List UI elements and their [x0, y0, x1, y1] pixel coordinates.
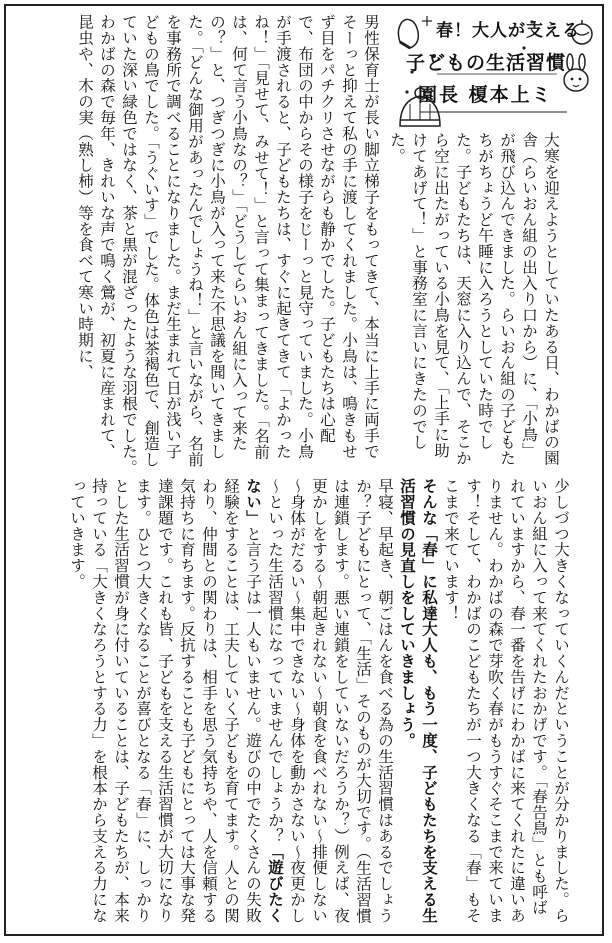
column-subtitle: 子どもの生活習慣 [406, 52, 567, 74]
bold-phrase: 「遊びたくない」 [244, 478, 285, 924]
paragraph [66, 478, 396, 928]
mitten-icon [398, 19, 418, 48]
paragraph: 大寒を迎えようとしていたある日、わかばの園舎（らいおん組の出入り口から）に、「小鳥」が飛び込んできました。らいおん組の子どもたちがちょうど午睡に入ろうとしていた時でした。子どもたちは、天窓に入り込んで、そこから空に出たがっている小鳥を見て、「上手に助けてあげて！」と事務室に言いにきたのでした。 [388, 132, 560, 466]
article-column-2 [28, 14, 382, 484]
bunny-icon [564, 54, 588, 91]
paragraph-text: と言う子は一人もいません。遊びの中でたくさんの失敗経験をすることは、工夫していく子どもを育てます。人との関わり、仲間との関わりは、相手を思う気持ちや、人を信頼する気持ちに育ちます。反抗することも子どもにとっては大事な発達課題です。これも皆、子どもを支える生活習慣が大切になります。ひとつ大きくなることが喜びとなる「春」に、しっかりとした生活習慣が身に付いていることは、子どもたちが、本来持っている「大きくなろうとする力」を根本から支える力になっていきます。 [68, 478, 262, 924]
column-title: 春！大人が支える [436, 21, 580, 41]
article-column-1 [384, 132, 562, 469]
paragraph: 男性保育士が長い脚立梯子をもってきて、本当に上手に両手でそーっと抑えて私の手に渡してくれました。小鳥は、鳴きもせず目をパチクリさせながらも静かでした。子どもたちは心配で、布団の中からその様子をじーっと見守っていました。小鳥が手渡されると、子どもたちは、すぐに起きてきて「よかったね！」「見せて、みせて！」と言って集まってきました。「名前は、何て言う小鳥なの？」「どうしてらいおん組に入って来たの？」と、つぎつぎに小鳥が入って来た不思議を聞いてきました。「どんな御用があったんでしょうね！」と言いながら、名前を事務所で調べることになりました。まだ生まれて日が浅い子どもの鳥でした。「うぐいす」でした。体色は茶褐色で、創造していた深い緑色ではなく、茶と黒が混ざったような羽根でした。 わかばの森で毎年、きれいな声で鳴く鶯が、初夏に産まれて、昆虫や、木の実（熟し柿）等を食べて寒い時期に、 [76, 14, 380, 484]
article-column-3 [26, 478, 572, 928]
column-author: 園長 榎本上ミ [418, 84, 553, 106]
paragraph: 少しづつ大きくなっていくんだということが分かりました。らいおん組に入って来てくれたおかげです。「春告鳥」とも呼ばれていますから、春一番を告げにわかばに来てくれたに違いありません。わかばの森で芽吹く春がもうすぐそこまで来ています！そして、わかばのこどもたちが一つ大きくなる「春」もそこまで来ています！ [442, 478, 570, 924]
paragraph-text: 早寝、早起き、朝ごはんを食べる為の生活習慣はあるでしょうか？子どもにとって、「生活」そのものが大切です。（生活習慣は連鎖します。悪い連鎖をしていないだろうか？）例えば、夜更かしをする～朝起きれない～朝食を食べれない～排便しない～身体がだるい～集中できない～身体を動かさない～夜更かし～といった生活習慣になっていませんでしょうか？ [266, 478, 394, 924]
bold-statement: そんな「春」に私達大人も、もう一度、子どもたちを支える生活習慣の見直しをしていきましょう。 [398, 478, 439, 924]
snowflake-icon [422, 16, 432, 26]
